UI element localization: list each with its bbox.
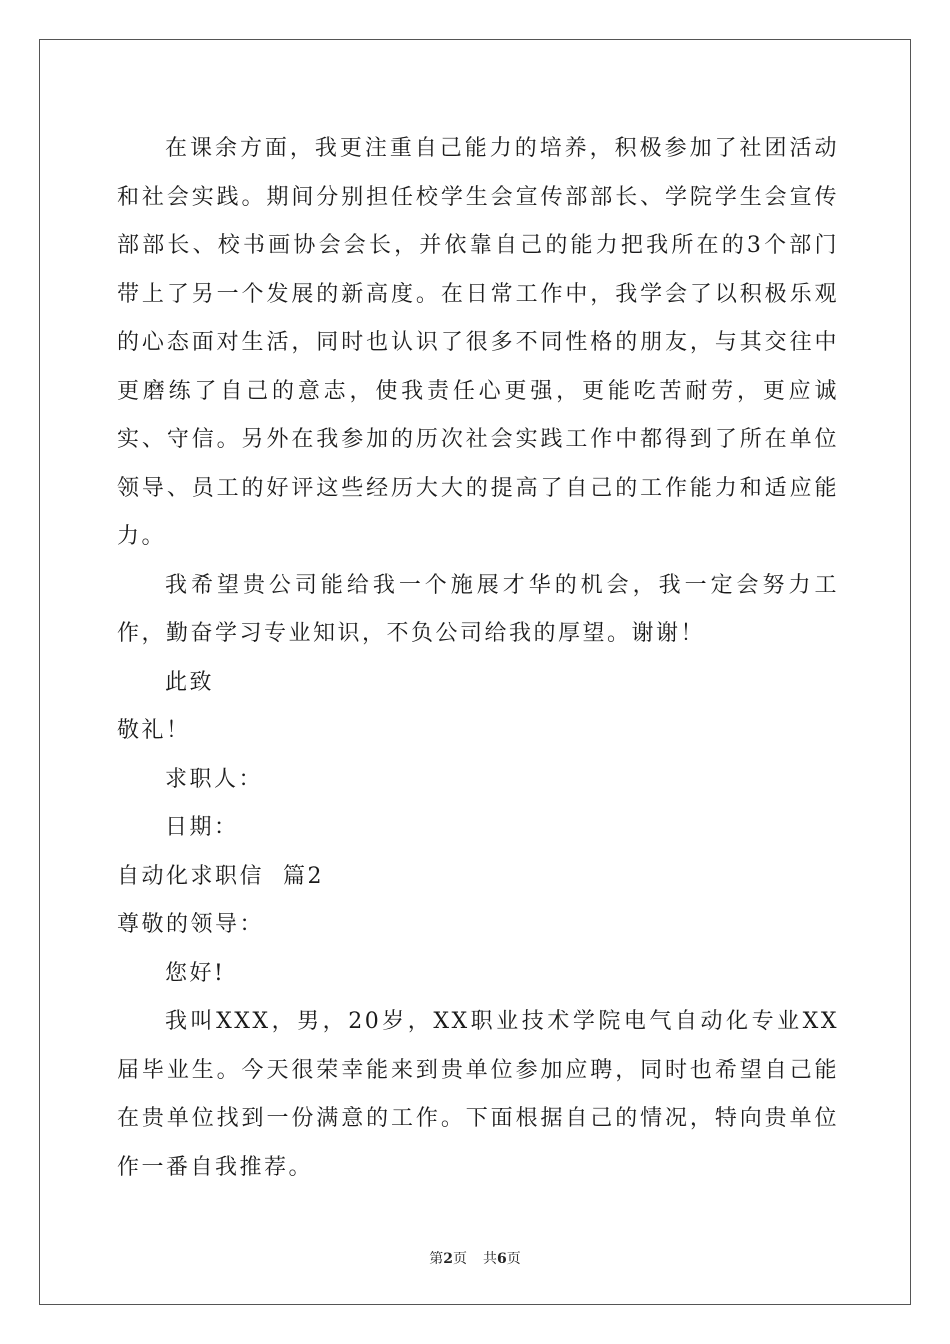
- paragraph-introduction: 我叫XXX，男，20岁，XX职业技术学院电气自动化专业XX届毕业生。今天很荣幸能来到贵单位参加应聘，同时也希望自己能在贵单位找到一份满意的工作。下面根据自己的情况，特向贵单位作一番自我推荐。: [117, 1009, 839, 1180]
- footer-total-suffix: 页: [506, 1251, 521, 1267]
- page-footer: [0, 1248, 950, 1268]
- paragraph-extracurricular: 在课余方面，我更注重自己能力的培养，积极参加了社团活动和社会实践。期间分别担任校学生会宣传部部长、学院学生会宣传部部长、校书画协会会长，并依靠自己的能力把我所在的3个部门带上了另一个发展的新高度。在日常工作中，我学会了以积极乐观的心态面对生活，同时也认识了很多不同性格的朋友，与其交往中更磨练了自己的意志，使我责任心更强，更能吃苦耐劳，更应诚实、守信。另外在我参加的历次社会实践工作中都得到了所在单位领导、员工的好评这些经历大大的提高了自己的工作能力和适应能力。: [117, 136, 839, 549]
- closing-cizhi: 此致: [165, 669, 215, 695]
- applicant-label: 求职人：: [165, 766, 264, 792]
- date-label: 日期：: [165, 815, 239, 840]
- closing-jingli: 敬礼！: [117, 718, 191, 743]
- footer-total-prefix: 共: [483, 1251, 497, 1267]
- footer-total-pages: 6: [497, 1251, 507, 1267]
- document-body: [117, 125, 839, 1192]
- footer-page-prefix: 第: [429, 1251, 444, 1267]
- greeting: 您好!: [165, 960, 226, 986]
- section-title: 自动化求职信 篇2: [117, 863, 324, 889]
- paragraph-hope: 我希望贵公司能给我一个施展才华的机会，我一定会努力工作，勤奋学习专业知识，不负公司给我的厚望。谢谢！: [117, 572, 839, 646]
- salutation: 尊敬的领导：: [117, 912, 265, 937]
- footer-page-number: 2: [443, 1251, 453, 1267]
- footer-page-suffix: 页: [453, 1251, 467, 1267]
